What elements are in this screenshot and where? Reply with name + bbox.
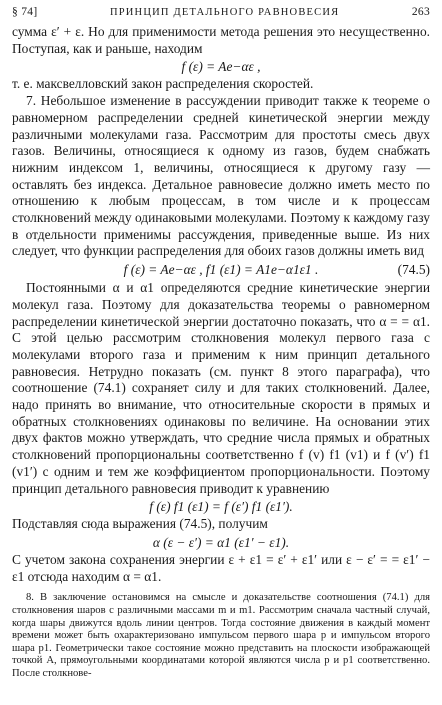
paragraph-substitution: Подставляя сюда выражения (74.5), получим <box>12 516 268 532</box>
section-mark: § 74] <box>12 6 38 18</box>
paragraph-8-small-print: 8. В заключение остановимся на смысле и доказательстве соотношения (74.1) для столкновения шаров с различными массами m и m1. Рассмотрим сначала частный случай, когда шары движутся вдоль линии центров. Тогда состояние движения в каждый момент времени может быть охарактеризовано импульсом первого шара p и импульсом второго шара p1. Геометрически такое состояние можно представить на плоскости изображающей точкой A, прямоугольными координатами которой являются числа p и p1 соответственно. После столкнове- <box>12 592 430 679</box>
paragraph-constants: Постоянными α и α1 определяются средние кинетические энергии молекул газа. Поэтому для доказательства теоремы о равномерном распределении кинетической энергии достаточно показать, что α = = α1. С этой целью рассмотрим столкновения молекул первого газа с молекулами второго газа и применим к ним принцип детального равновесия. Нетрудно показать (см. пункт 8 этого параграфа), что соотношение (74.1) сохраняет силу и для таких столкновений. Далее, надо принять во внимание, что относительные скорости в прямых и обратных столкновениях одинаковы по величине. На основании этих двух фактов можно утверждать, что средние числа прямых и обратных столкновений пропорциональны соответственно f (v) f1 (v1) и f (v′) f1 (v1′) с одним и тем же коэффициентом пропорциональности. Поэтому принцип детального равновесия приводит к уравнению <box>12 280 430 496</box>
running-title: ПРИНЦИП ДЕТАЛЬНОГО РАВНОВЕСИЯ <box>109 7 340 18</box>
paragraph-energy-conservation: С учетом закона сохранения энергии ε + ε1 = ε′ + ε1′ или ε − ε′ = = ε1′ − ε1 отсюда находим α = α1. <box>12 551 430 584</box>
equation-detailed-balance: f (ε) f1 (ε1) = f (ε′) f1 (ε1′). <box>149 499 293 515</box>
equation-alpha: α (ε − ε′) = α1 (ε1′ − ε1). <box>152 534 290 550</box>
paragraph-maxwell-law: т. е. максвелловский закон распределения скоростей. <box>12 76 314 92</box>
equation-74-5 <box>12 260 430 280</box>
equation-74-5-body: f (ε) = Ae−αε , f1 (ε1) = A1e−α1ε1 . <box>123 262 319 278</box>
paragraph-continuation: сумма ε′ + ε. Но для применимости метода решения это несущественно. Поступая, как и раньше, находим <box>12 24 430 56</box>
equation-maxwell: f (ε) = Ae−αε , <box>181 59 261 75</box>
page-header <box>12 6 430 24</box>
equation-74-5-number: (74.5) <box>397 262 430 278</box>
page-number: 263 <box>411 6 430 18</box>
paragraph-7: 7. Небольшое изменение в рассуждении приводит также к теореме о равномерном распределении средней кинетической энергии между различными молекулами газа. Рассмотрим для простоты смесь двух газов. Величины, относящиеся к одному из газов, будем снабжать нижним индексом 1, величины, относящиеся к другому газу — оставлять без индекса. Детальное равновесие должно иметь место по отношению к любым процессам, в том числе и к процессам столкновений между одинаковыми молекулами. Поэтому к каждому газу в отдельности применимы рассуждения, приведенные выше. Из них следует, что функции распределения для обоих газов должны иметь вид <box>12 93 430 259</box>
